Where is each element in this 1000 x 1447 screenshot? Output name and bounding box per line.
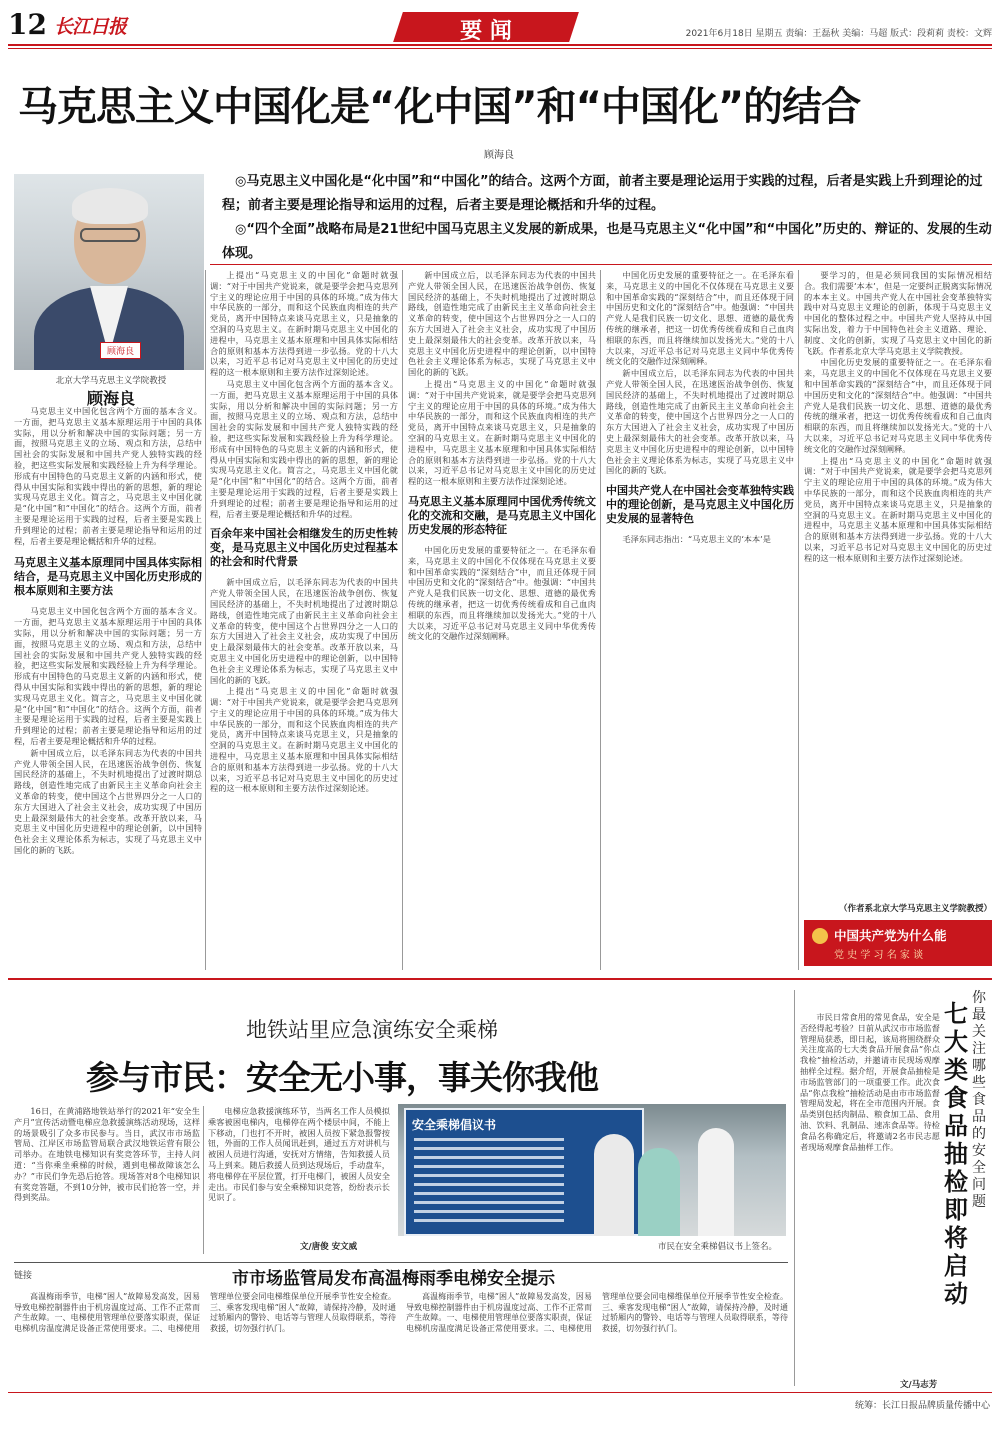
lead-subhead-1: 马克思主义基本原理同中国具体实际相结合，是马克思主义中国化历史形成的根本原则和主要方法 [14, 556, 202, 598]
lead-headline: 马克思主义中国化是“化中国”和“中国化”的结合 [18, 84, 861, 130]
photo-hair [72, 188, 148, 224]
column-text: 高温梅雨季节，电梯“困人”故障易发高发，因易导致电梯控制器件由于机房温度过高、工作不正常而产生故障。一、电梯使用管理单位要落实职责，保证电梯机房温度满足设备正常使用要求。二、电梯使用管理单位要会同电梯维保单位开展季节性安全检查。三、乘客发现电梯“困人”故障，请保持冷静，及时通过轿厢内的警铃、电话等与管理人员取得联系，等待救援，切勿强行扒门。 [406, 1292, 788, 1333]
metro-column-2 [208, 1106, 390, 1238]
section-label: 要 闻 [460, 19, 512, 44]
lead-column-1 [14, 406, 202, 968]
author-photo [14, 174, 204, 370]
party-emblem-icon [812, 928, 828, 944]
column-text: 毛泽东同志指出：“马克思主义的‘本本’是 [622, 534, 771, 545]
photo-board-lines [414, 1138, 564, 1222]
photo-glasses [80, 228, 140, 242]
lead-subhead-4: 中国共产党人在中国社会变革独特实践中的理论创新，是马克思主义中国化历史发展的显著特色 [606, 484, 794, 526]
party-history-promo [804, 920, 992, 966]
link-headline: 市市场监管局发布高温梅雨季电梯安全提示 [232, 1269, 555, 1289]
link-body [14, 1292, 788, 1384]
column-divider [402, 270, 403, 970]
column-divider [794, 990, 795, 1386]
column-text: 电梯应急救援演练环节，当两名工作人员模拟乘客被困电梯内，电梯停在两个楼层中间，不能上下移动，门也打不开时，被困人员按下紧急报警按钮，外面的工作人员闻讯赶到，通过五方对讲机与被困人员进行沟通，安抚对方情绪，告知救援人员马上到来。随后救援人员到达现场后，手动盘车，将电梯停在平层位置，打开电梯门，被困人员安全走出。市民们参与安全乘梯知识竞答，纷纷表示长见识了。 [208, 1106, 390, 1203]
summary-point-2: ◎“四个全面”战略布局是21世纪中国马克思主义发展的新成果，也是马克思主义“化中国”和“中国化”历史的、辩证的、发展的生动体现。 [222, 222, 992, 261]
food-credit: 文/马志芳 [900, 1380, 938, 1390]
column-text: 要学习的，但是必须同我国的实际情况相结合。我们需要‘本本’，但是一定要纠正脱离实际情况的本本主义。中国共产党人在中国社会变革独特实践中对马克思主义理论的创新，体现于马克思主义中国化的整体过程之中。中国共产党人坚持从中国实际出发，着力于中国特色社会主义道路、理论、制度、文化的创新，实现了马克思主义中国化的新飞跃。作者系北京大学马克思主义学院教授。 [804, 270, 992, 356]
photo-board-title: 安全乘梯倡议书 [412, 1118, 497, 1132]
column-text: 16日，在黄浦路地铁站举行的2021年“安全生产月”宣传活动暨电梯应急救援演练活动现场，这样的场景吸引了众多市民参与。当日，武汉市市场监管局、江岸区市场监管局联合武汉地铁运营有限公司举办。在地铁电梯知识有奖竞答环节，主持人问道：“当你乘坐乘梯的时候，遇到电梯故障该怎么办？”市民们争先恐后抢答。现场答对8个电梯知识有奖竞答题，不到10分钟，被市民们抢答一空，并得到奖品。 [14, 1106, 200, 1203]
photo-caption-name: 顾海良 [86, 389, 135, 408]
lead-column-5 [804, 270, 992, 898]
page-number: 12 [8, 8, 47, 41]
summary-point-1: ◎马克思主义中国化是“化中国”和“中国化”的结合。这两个方面，前者主要是理论运用于实践的过程，后者是实践上升到理论的过程；前者主要是理论指导和运用的过程，后者主要是理论概括和升华的过程。 [222, 174, 983, 213]
column-text: 新中国成立后，以毛泽东同志为代表的中国共产党人带领全国人民，在迅速医治战争创伤、恢复国民经济的基础上，不失时机地提出了过渡时期总路线，创造性地完成了由新民主主义革命向社会主义革命的转变，使中国这个占世界四分之一人口的东方大国进入了社会主义社会，成功实现了中国历史上最深刻最伟大的社会变革。改革开放以来，马克思主义中国化历史进程中的理论创新，以中国特色社会主义理论体系为标志，实现了马克思主义中国化的新的飞跃。 [14, 747, 202, 855]
column-text: 马克思主义中国化包含两个方面的基本含义。一方面，把马克思主义基本原理运用于中国的具体实际，用以分析和解决中国的实际问题；另一方面，按照马克思主义的立场、观点和方法，总结中国社会的实际发展和中国共产党人独特实践的经验，把这些实际发展和实践经验上升为科学理论。形成有中国特色的马克思主义新的内涵和形式，使得从中国实际和实践中得出的新的思想，新的理论实现马克思主义化。简言之，马克思主义中国化就是“化中国”和“中国化”的结合。这两个方面，前者主要是理论运用于实践的过程，后者主要是实践上升到理论的过程；前者主要是理论指导和运用的过程，后者主要是理论概括和升华的过程。 [14, 406, 202, 546]
food-vertical-title: 七大类食品抽检即将启动 [944, 1000, 968, 1308]
lead-byline: 顾海良 [484, 150, 514, 161]
column-text: 中国化历史发展的重要特征之一。在毛泽东看来，马克思主义的中国化不仅体现在马克思主义要和中国革命实践的“深刻结合”中，而且还体现于同中国历史和文化的“深刻结合”中。他强调：“中国共产党人是我们民族一切文化、思想、道德的最优秀传统的继承者，把这一切优秀传统看成和自己血肉相联的东西，而且将继续加以发扬光大。”党的十八大以来，习近平总书记对马克思主义同中华优秀传统文化的交融作过深刻阐释。 [804, 357, 992, 454]
lead-column-3 [408, 270, 596, 968]
lead-column-4 [606, 270, 794, 968]
metro-kicker: 地铁站里应急演练安全乘梯 [246, 1018, 498, 1042]
masthead [0, 0, 1000, 46]
section-divider [8, 978, 992, 980]
column-text: 马克思主义中国化包含两个方面的基本含义。一方面，把马克思主义基本原理运用于中国的具体实际，用以分析和解决中国的实际问题；另一方面，按照马克思主义的立场、观点和方法，总结中国社会的实际发展和中国共产党人独特实践的经验，把这些实际发展和实践经验上升为科学理论。形成有中国特色的马克思主义新的内涵和形式，使得从中国实际和实践中得出的新的思想，新的理论实现马克思主义化。简言之，马克思主义中国化就是“化中国”和“中国化”的结合。这两个方面，前者主要是理论运用于实践的过程，后者主要是实践上升到理论的过程；前者主要是理论指导和运用的过程，后者主要是理论概括和升华的过程。 [14, 606, 202, 746]
column-text: 中国化历史发展的重要特征之一。在毛泽东看来，马克思主义的中国化不仅体现在马克思主义要和中国革命实践的“深刻结合”中，而且还体现于同中国历史和文化的“深刻结合”中。他强调：“中国共产党人是我们民族一切文化、思想、道德的最优秀传统的继承者，把这一切优秀传统看成和自己血肉相联的东西，而且将继续加以发扬光大。”党的十八大以来，习近平总书记对马克思主义同中华优秀传统文化的交融作过深刻阐释。 [606, 270, 794, 367]
food-body [800, 1012, 940, 1376]
promo-title: 中国共产党为什么能 [834, 928, 947, 943]
metro-headline: 参与市民：安全无小事，事关你我他 [86, 1058, 598, 1097]
lead-subhead-2: 百余年来中国社会相继发生的历史性转变，是马克思主义中国化历史过程基本的社会和时代背景 [210, 527, 398, 569]
column-text: 新中国成立后，以毛泽东同志为代表的中国共产党人带领全国人民，在迅速医治战争创伤、恢复国民经济的基础上，不失时机地提出了过渡时期总路线，创造性地完成了由新民主主义革命向社会主义革命的转变，使中国这个占世界四分之一人口的东方大国进入了社会主义社会，成功实现了中国历史上最深刻最伟大的社会变革。改革开放以来，马克思主义中国化历史进程中的理论创新，以中国特色社会主义理论体系为标志，实现了马克思主义中国化的新的飞跃。 [210, 577, 398, 685]
metro-credit: 文/唐俊 安文威 [300, 1242, 358, 1252]
column-divider [205, 270, 206, 970]
column-text: 上提出“马克思主义的中国化”命题时就强调：“对于中国共产党说来，就是要学会把马克思列宁主义的理论应用于中国的具体的环境。”成为伟大中华民族的一部分，而和这个民族血肉相连的共产党员，离开中国特点来谈马克思主义，只是抽象的空洞的马克思主义。在新时期马克思主义中国化的进程中，马克思主义基本原理和中国具体实际相结合的原则和基本方法得到进一步弘扬。党的十八大以来，习近平总书记对马克思主义中国化的历史过程的这一根本原则和主要方法作过深刻论述。 [804, 455, 992, 563]
link-label: 链接 [14, 1271, 33, 1281]
column-text: 市民日常食用的常见食品，安全是否经得起考验？日前从武汉市市场监督管理局获悉，即日起，该局将围绕群众关注度高的七大类食品开展食品“你点我检”抽检活动，并邀请市民现场观摩抽样全过程。据介绍，开展食品抽检是市场监管部门的一项重要工作。此次食品“你点我检”抽检活动是由市市场监督管理局发起，将在全市范围内开展。食品类别包括肉制品、粮食加工品、食用油、饮料、乳制品、速冻食品等。待检食品名称确定后，将邀请2名市民志愿者现场观摩食品抽样工作。 [800, 1012, 940, 1152]
metro-photo-caption: 市民在安全乘梯倡议书上签名。 [658, 1242, 778, 1252]
column-text: 中国化历史发展的重要特征之一。在毛泽东看来，马克思主义的中国化不仅体现在马克思主义要和中国革命实践的“深刻结合”中，而且还体现于同中国历史和文化的“深刻结合”中。他强调：“中国共产党人是我们民族一切文化、思想、道德的最优秀传统的继承者，把这一切优秀传统看成和自己血肉相联的东西，而且将继续加以发扬光大。”党的十八大以来，习近平总书记对马克思主义同中华优秀传统文化的交融作过深刻阐释。 [408, 544, 596, 642]
footer-divider [8, 1392, 992, 1393]
issue-meta: 2021年6月18日 星期五 责编：王磊秋 美编：马超 版式：段莉莉 责校：文辉 [685, 29, 992, 39]
photo-person-1 [594, 1134, 634, 1236]
lead-subhead-3: 马克思主义基本原理同中国优秀传统文化的交流和交融，是马克思主义中国化历史发展的形态特征 [408, 494, 596, 536]
column-text: 马克思主义中国化包含两个方面的基本含义。一方面，把马克思主义基本原理运用于中国的具体实际，用以分析和解决中国的实际问题；另一方面，按照马克思主义的立场、观点和方法，总结中国社会的实际发展和中国共产党人独特实践的经验，把这些实际发展和实践经验上升为科学理论。形成有中国特色的马克思主义新的内涵和形式，使得从中国实际和实践中得出的新的思想，新的理论实现马克思主义化。简言之，马克思主义中国化就是“化中国”和“中国化”的结合。这两个方面，前者主要是理论运用于实践的过程，后者主要是实践上升到理论的过程；前者主要是理论指导和运用的过程，后者主要是理论概括和升华的过程。 [210, 378, 398, 519]
lead-column-2 [210, 270, 398, 968]
column-text: 上提出“马克思主义的中国化”命题时就强调：“对于中国共产党说来，就是要学会把马克思列宁主义的理论应用于中国的具体的环境。”成为伟大中华民族的一部分，而和这个民族血肉相连的共产党员，离开中国特点来谈马克思主义，只是抽象的空洞的马克思主义。在新时期马克思主义中国化的进程中，马克思主义基本原理和中国具体实际相结合的原则和基本方法得到进一步弘扬。党的十八大以来，习近平总书记对马克思主义中国化的历史过程的这一根本原则和主要方法作过深刻论述。 [408, 378, 596, 487]
column-text: 高温梅雨季节，电梯“困人”故障易发高发，因易导致电梯控制器件由于机房温度过高、工作不正常而产生故障。一、电梯使用管理单位要落实职责，保证电梯机房温度满足设备正常使用要求。二、电梯使用管理单位要会同电梯维保单位开展季节性安全检查。三、乘客发现电梯“困人”故障，请保持冷静，及时通过轿厢内的警铃、电话等与管理人员取得联系，等待救援，切勿强行扒门。 [14, 1292, 396, 1333]
photo-caption-affiliation: 北京大学马克思主义学院教授 [55, 376, 167, 386]
column-divider [600, 270, 601, 970]
link-divider [14, 1262, 788, 1263]
column-text: 新中国成立后，以毛泽东同志为代表的中国共产党人带领全国人民，在迅速医治战争创伤、恢复国民经济的基础上，不失时机地提出了过渡时期总路线，创造性地完成了由新民主主义革命向社会主义革命的转变，使中国这个占世界四分之一人口的东方大国进入了社会主义社会，成功实现了中国历史上最深刻最伟大的社会变革。改革开放以来，马克思主义中国化历史进程中的理论创新，以中国特色社会主义理论体系为标志，实现了马克思主义中国化的新的飞跃。 [606, 368, 794, 476]
metro-column-1 [14, 1106, 200, 1256]
metro-photo [398, 1104, 786, 1236]
author-note: （作者系北京大学马克思主义学院教授） [838, 904, 992, 914]
lead-summary [222, 170, 992, 266]
column-text: 上提出“马克思主义的中国化”命题时就强调：“对于中国共产党说来，就是要学会把马克思列宁主义的理论应用于中国的具体的环境。”成为伟大中华民族的一部分，而和这个民族血肉相连的共产党员，离开中国特点来谈马克思主义，只是抽象的空洞的马克思主义。在新时期马克思主义中国化的进程中，马克思主义基本原理和中国具体实际相结合的原则和基本方法得到进一步弘扬。党的十八大以来，习近平总书记对马克思主义中国化的历史过程的这一根本原则和主要方法作过深刻论述。 [210, 270, 398, 378]
photo-name-tag: 顾海良 [100, 342, 141, 359]
column-text: 新中国成立后，以毛泽东同志为代表的中国共产党人带领全国人民，在迅速医治战争创伤、恢复国民经济的基础上，不失时机地提出了过渡时期总路线，创造性地完成了由新民主主义革命向社会主义革命的转变，使中国这个占世界四分之一人口的东方大国进入了社会主义社会，成功实现了中国历史上最深刻最伟大的社会变革。改革开放以来，马克思主义中国化历史进程中的理论创新，以中国特色社会主义理论体系为标志，实现了马克思主义中国化的新的飞跃。 [408, 270, 596, 378]
footer-credit: 统筹：长江日报品牌质量传播中心 [854, 1401, 990, 1411]
paper-name: 长江日报 [54, 16, 127, 38]
photo-person-3 [698, 1128, 734, 1236]
summary-divider [210, 264, 992, 265]
photo-person-2 [638, 1148, 680, 1236]
promo-subtitle: 党 史 学 习 名 家 谈 [834, 950, 924, 961]
column-text: 上提出“马克思主义的中国化”命题时就强调：“对于中国共产党说来，就是要学会把马克思列宁主义的理论应用于中国的具体的环境。”成为伟大中华民族的一部分，而和这个民族血肉相连的共产党员，离开中国特点来谈马克思主义，只是抽象的空洞的马克思主义。在新时期马克思主义中国化的进程中，马克思主义基本原理和中国具体实际相结合的原则和基本方法得到进一步弘扬。党的十八大以来，习近平总书记对马克思主义中国化的历史过程的这一根本原则和主要方法作过深刻论述。 [210, 686, 398, 794]
column-divider [798, 270, 799, 970]
masthead-rule [8, 44, 992, 46]
masthead-rule-thin [8, 48, 992, 49]
food-vertical-kicker: 你最关注哪些食品的安全问题 [972, 990, 986, 1210]
column-divider [203, 1106, 204, 1254]
